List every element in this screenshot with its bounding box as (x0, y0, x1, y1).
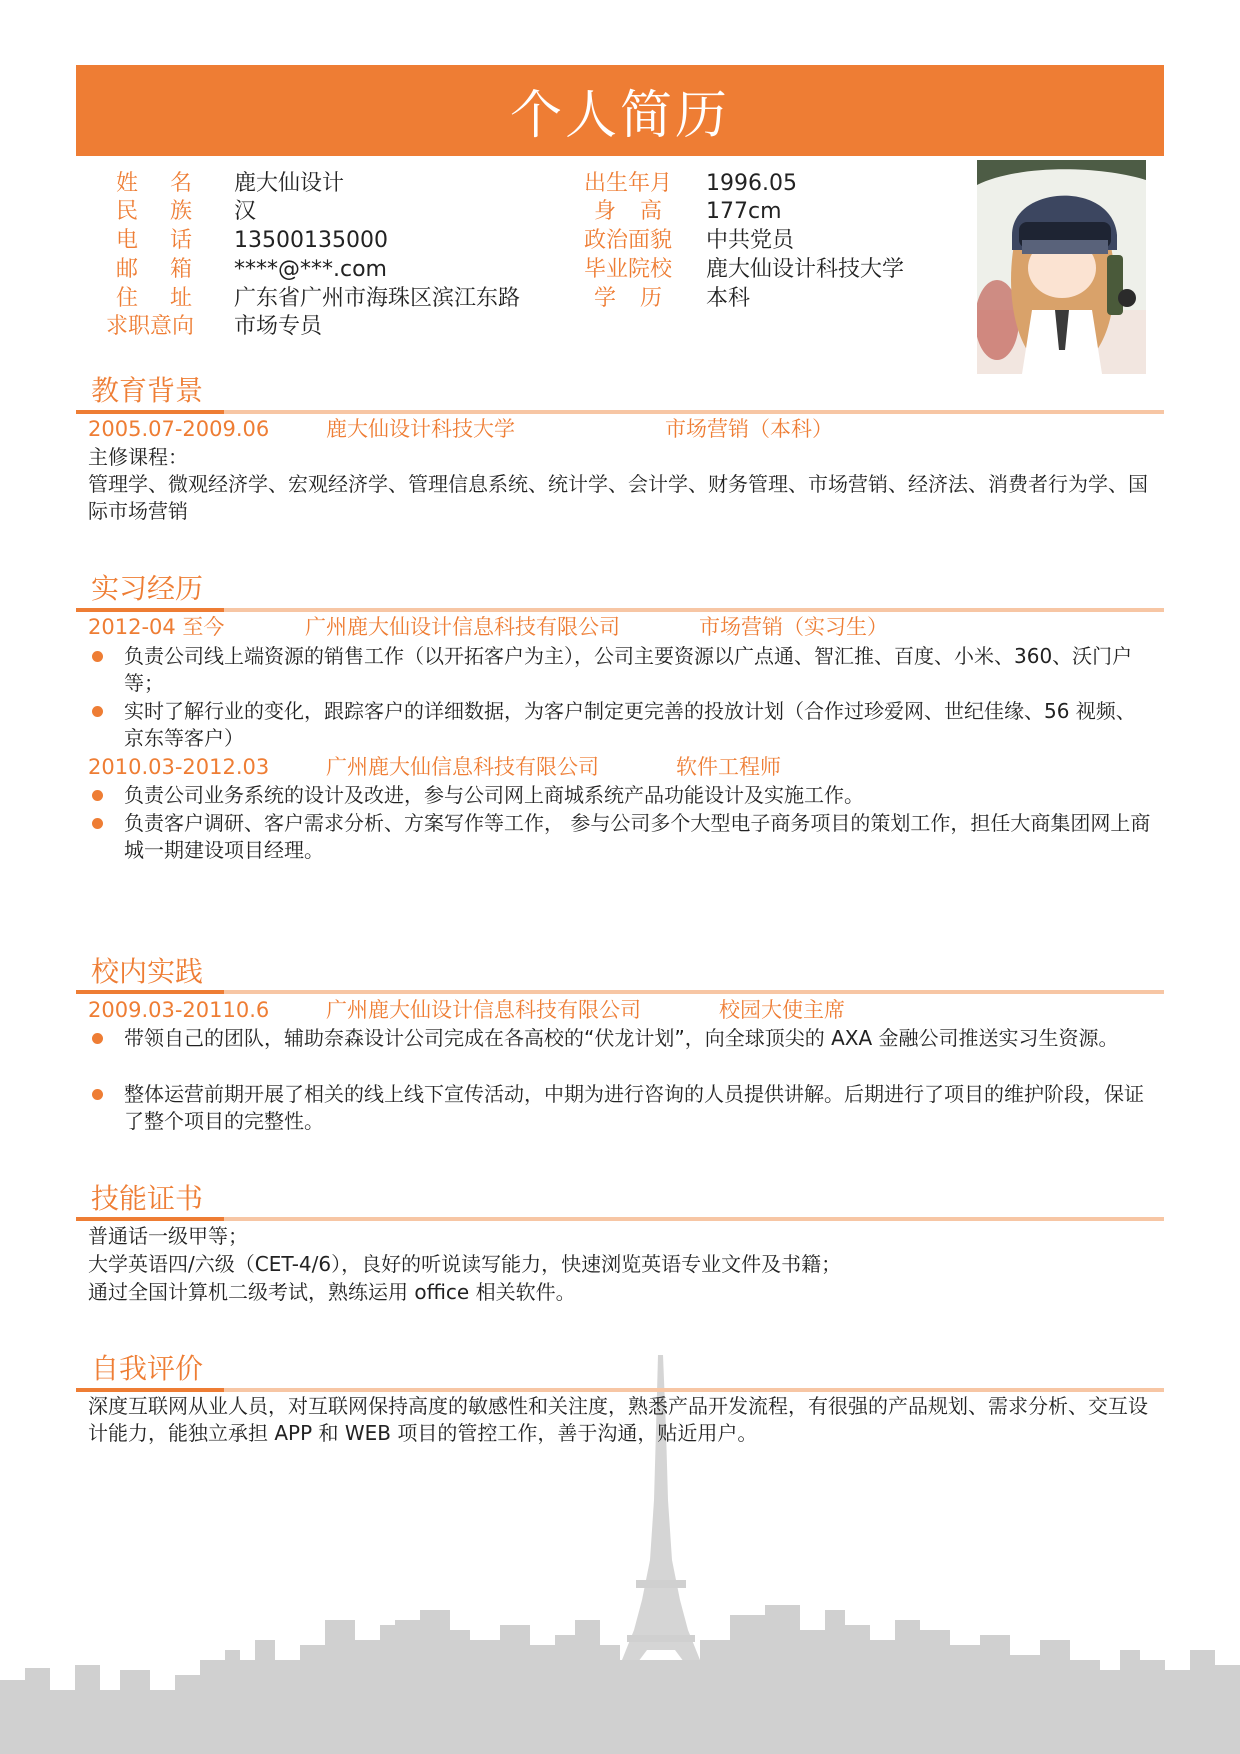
campus-role: 校园大使主席 (719, 998, 845, 1022)
info-value: 本科 (706, 286, 751, 311)
education-period: 2005.07-2009.06 (88, 417, 270, 441)
section-title-skills: 技能证书 (91, 1182, 204, 1215)
skill-line: 大学英语四/六级（CET-4/6），良好的听说读写能力，快速浏览英语专业文件及书籍； (88, 1252, 842, 1276)
bullet-dot-icon (92, 1089, 103, 1100)
internship-role: 市场营销（实习生） (699, 615, 888, 639)
internship-entry-header (88, 753, 1148, 781)
bullet-text: 负责公司业务系统的设计及改进，参与公司网上商城系统产品功能设计及实施工作。 (124, 783, 864, 807)
info-row-name (106, 170, 586, 198)
bullet-text: 整体运营前期开展了相关的线上线下宣传活动，中期为进行咨询的人员提供讲解。后期进行了项目的维护阶段，保证了整个项目的完整性。 (124, 1082, 1144, 1133)
education-school: 鹿大仙设计科技大学 (326, 417, 515, 441)
list-item (88, 782, 1154, 809)
info-value: 177cm (706, 199, 782, 224)
skill-line: 普通话一级甲等； (88, 1224, 248, 1248)
info-label: 电话 (116, 228, 192, 253)
info-row-school (584, 256, 964, 284)
info-label: 求职意向 (106, 314, 195, 339)
internship-period: 2010.03-2012.03 (88, 755, 270, 779)
bullet-dot-icon (92, 818, 103, 829)
internship-period: 2012-04 至今 (88, 615, 225, 639)
internship-role: 软件工程师 (676, 755, 781, 779)
bullet-text: 负责公司线上端资源的销售工作（以开拓客户为主），公司主要资源以广点通、智汇推、百度、小米、360、沃门户等； (124, 644, 1133, 695)
bullet-dot-icon (92, 651, 103, 662)
campus-entry-header (88, 996, 1148, 1024)
bullet-text: 带领自己的团队，辅助奈森设计公司完成在各高校的“伏龙计划”，向全球顶尖的 AXA 金融公司推送实习生资源。 (124, 1026, 1119, 1050)
section-divider (76, 608, 1164, 612)
info-label: 身高 (594, 199, 662, 224)
info-row-email (106, 256, 586, 284)
internship-company: 广州鹿大仙设计信息科技有限公司 (305, 615, 620, 639)
info-value: 广东省广州市海珠区滨江东路 (234, 286, 521, 311)
bullet-dot-icon (92, 706, 103, 717)
list-item (88, 810, 1154, 864)
info-label: 政治面貌 (584, 228, 673, 253)
section-divider (76, 410, 1164, 414)
info-row-ethnicity (106, 198, 586, 226)
bullet-dot-icon (92, 1033, 103, 1044)
internship-company: 广州鹿大仙信息科技有限公司 (326, 755, 599, 779)
list-item (88, 1081, 1154, 1135)
section-divider (76, 990, 1164, 994)
info-row-birth (584, 170, 964, 198)
info-row-politics (584, 227, 964, 255)
list-item (88, 643, 1154, 697)
section-title-internship: 实习经历 (91, 572, 204, 605)
title-banner (76, 65, 1164, 156)
info-label: 毕业院校 (584, 257, 673, 282)
section-divider (76, 1217, 1164, 1221)
campus-period: 2009.03-20110.6 (88, 998, 270, 1022)
bullet-dot-icon (92, 790, 103, 801)
info-label: 民族 (116, 199, 192, 224)
courses-label: 主修课程： (88, 445, 188, 469)
info-label: 出生年月 (584, 171, 673, 196)
section-title-self-eval: 自我评价 (91, 1352, 204, 1385)
skill-line: 通过全国计算机二级考试，熟练运用 office 相关软件。 (88, 1280, 576, 1304)
info-row-degree (584, 285, 964, 313)
info-label: 住址 (116, 286, 192, 311)
info-label: 学历 (594, 286, 662, 311)
internship-entry-header (88, 613, 1148, 641)
section-title-education: 教育背景 (91, 374, 204, 407)
avatar-photo (977, 160, 1146, 374)
info-value: 中共党员 (706, 228, 795, 253)
info-label: 邮箱 (116, 257, 192, 282)
info-row-address (106, 285, 586, 313)
courses-list: 管理学、微观经济学、宏观经济学、管理信息系统、统计学、会计学、财务管理、市场营销、经济法、消费者行为学、国际市场营销 (88, 472, 1148, 523)
info-label: 姓名 (116, 171, 192, 196)
education-entry-header (88, 415, 1148, 443)
bullet-text: 负责客户调研、客户需求分析、方案写作等工作， 参与公司多个大型电子商务项目的策划工作，担任大商集团网上商城一期建设项目经理。 (124, 811, 1151, 862)
info-value: 13500135000 (234, 228, 388, 253)
list-item (88, 698, 1154, 752)
section-title-campus: 校内实践 (91, 955, 204, 988)
self-eval-text: 深度互联网从业人员，对互联网保持高度的敏感性和关注度，熟悉产品开发流程，有很强的产品规划、需求分析、交互设计能力，能独立承担 APP 和 WEB 项目的管控工作，善于沟通，贴近用户。 (88, 1394, 1148, 1445)
section-divider (76, 1388, 1164, 1392)
info-row-job-intent (106, 313, 586, 341)
info-value: 鹿大仙设计 (234, 171, 345, 196)
info-value: 鹿大仙设计科技大学 (706, 257, 905, 282)
info-row-phone (106, 227, 586, 255)
info-value: ****@***.com (234, 257, 387, 282)
education-major: 市场营销（本科） (665, 417, 833, 441)
page-title: 个人简历 (509, 86, 730, 146)
list-item (88, 1025, 1154, 1052)
info-value: 汉 (234, 199, 257, 224)
info-value: 1996.05 (706, 171, 797, 196)
info-row-height (584, 198, 964, 226)
bullet-text: 实时了解行业的变化，跟踪客户的详细数据，为客户制定更完善的投放计划（合作过珍爱网、世纪佳缘、56 视频、京东等客户） (124, 699, 1136, 750)
campus-company: 广州鹿大仙设计信息科技有限公司 (326, 998, 641, 1022)
info-value: 市场专员 (234, 314, 323, 339)
